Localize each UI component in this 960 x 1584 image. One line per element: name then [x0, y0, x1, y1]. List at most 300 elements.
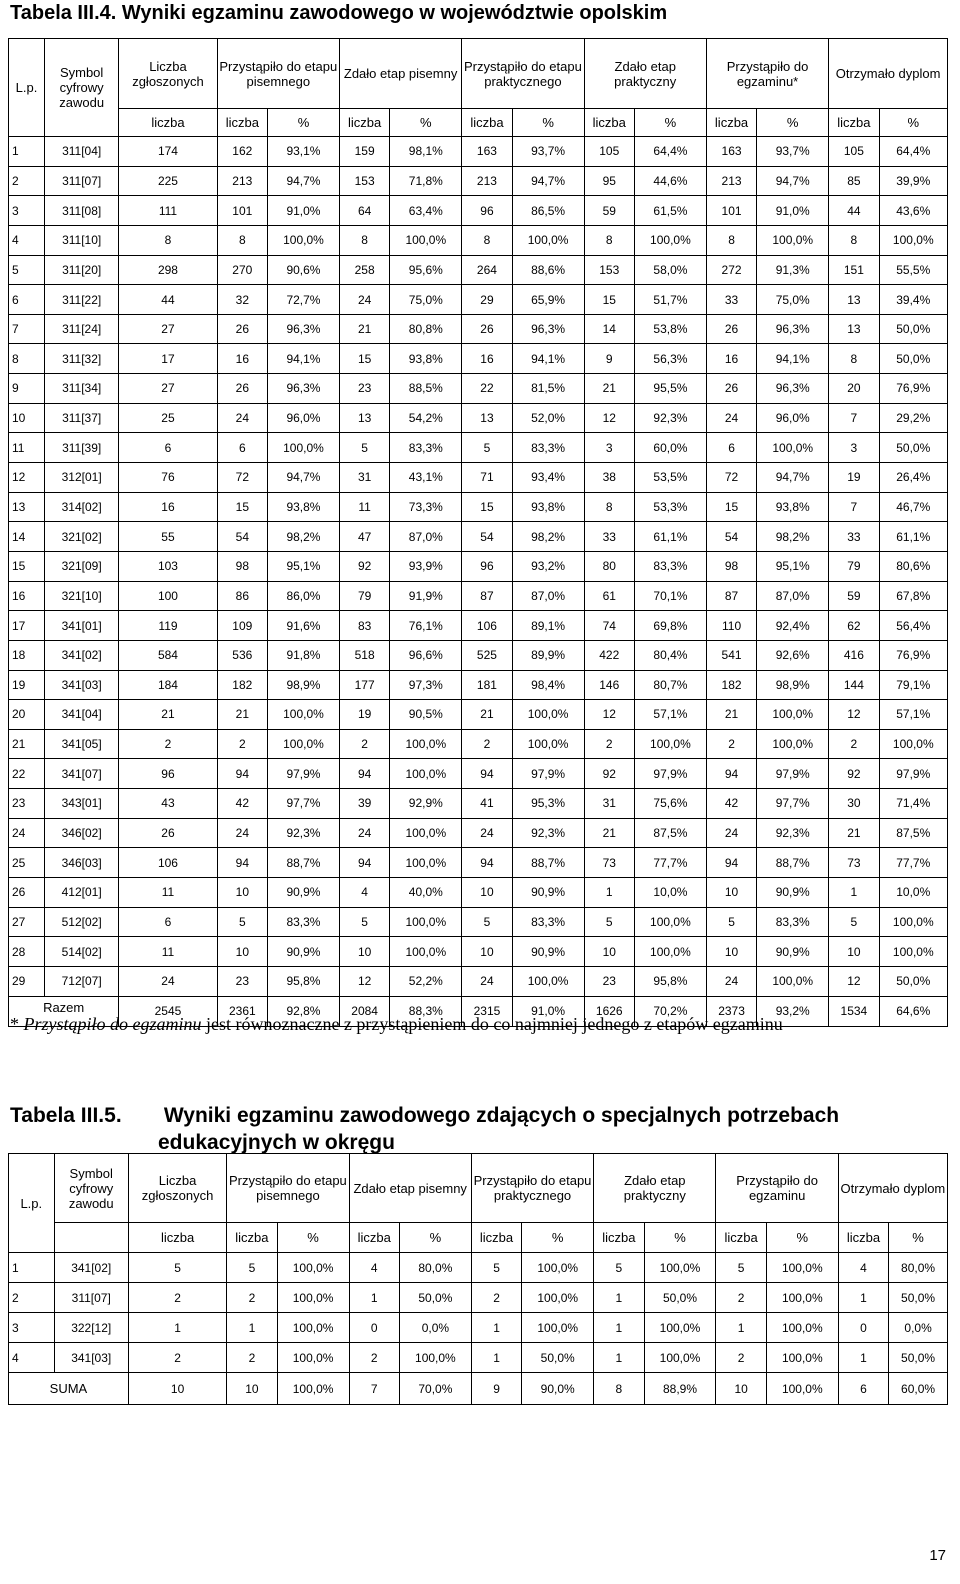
table-row: [9, 878, 948, 908]
profession-code: 341[03]: [44, 670, 118, 700]
data-cell: 4: [349, 1253, 399, 1283]
profession-code: 314[02]: [44, 492, 118, 522]
data-cell: 87,5%: [634, 818, 706, 848]
data-cell: 43,6%: [879, 196, 947, 226]
data-cell: 98,2%: [512, 522, 584, 552]
footnote-italic: Przystąpiło do egzaminu: [23, 1014, 202, 1034]
data-cell: 88,7%: [512, 848, 584, 878]
data-cell: 92: [829, 759, 879, 789]
data-cell: 10: [462, 878, 512, 908]
data-cell: 21: [584, 818, 634, 848]
data-cell: 97,9%: [512, 759, 584, 789]
data-cell: 100,0%: [644, 1313, 716, 1343]
total-cell: 88,3%: [390, 996, 462, 1026]
table-row: [9, 818, 948, 848]
data-cell: 60,0%: [634, 433, 706, 463]
data-cell: 87,0%: [390, 522, 462, 552]
data-cell: 13: [829, 285, 879, 315]
data-cell: 536: [217, 640, 267, 670]
data-cell: 153: [339, 166, 389, 196]
row-number: 7: [9, 314, 45, 344]
data-cell: 39,9%: [879, 166, 947, 196]
table-row: [9, 759, 948, 789]
total-label: Razem: [9, 996, 119, 1026]
data-cell: 100,0%: [522, 1313, 594, 1343]
subheader-cell: liczba: [584, 109, 634, 137]
subheader-cell: liczba: [829, 109, 879, 137]
data-cell: 0: [838, 1313, 888, 1343]
data-cell: 90,9%: [268, 878, 340, 908]
data-cell: 213: [706, 166, 756, 196]
data-cell: 97,9%: [757, 759, 829, 789]
data-cell: 90,9%: [512, 878, 584, 908]
data-cell: 92,4%: [757, 611, 829, 641]
row-number: 25: [9, 848, 45, 878]
data-cell: 5: [339, 433, 389, 463]
data-cell: 90,9%: [757, 878, 829, 908]
data-cell: 94: [462, 759, 512, 789]
data-cell: 1: [716, 1313, 766, 1343]
data-cell: 5: [716, 1253, 766, 1283]
data-cell: 59: [584, 196, 634, 226]
data-cell: 50,0%: [879, 966, 947, 996]
data-cell: 96,3%: [757, 374, 829, 404]
data-cell: 24: [119, 966, 217, 996]
data-cell: 100,0%: [757, 966, 829, 996]
table-row: [9, 344, 948, 374]
data-cell: 96: [119, 759, 217, 789]
profession-code: 311[24]: [44, 314, 118, 344]
data-cell: 93,7%: [757, 137, 829, 167]
data-cell: 53,8%: [634, 314, 706, 344]
data-cell: 105: [584, 137, 634, 167]
data-cell: 100,0%: [634, 907, 706, 937]
data-cell: 4: [838, 1253, 888, 1283]
table-row: [9, 225, 948, 255]
row-number: 19: [9, 670, 45, 700]
data-cell: 5: [594, 1253, 644, 1283]
data-cell: 12: [339, 966, 389, 996]
data-cell: 93,8%: [512, 492, 584, 522]
data-cell: 27: [119, 314, 217, 344]
page-number: 17: [929, 1547, 946, 1564]
row-number: 9: [9, 374, 45, 404]
data-cell: 97,9%: [634, 759, 706, 789]
header-przystapilo-praktyczny: Przystąpiło do etapu praktycznego: [471, 1154, 593, 1223]
data-cell: 100,0%: [390, 759, 462, 789]
profession-code: 341[01]: [44, 611, 118, 641]
data-cell: 1: [829, 878, 879, 908]
data-cell: 13: [462, 403, 512, 433]
header-przystapilo-praktyczny: Przystąpiło do etapu praktycznego: [462, 39, 584, 109]
row-number: 20: [9, 700, 45, 730]
data-cell: 95,5%: [634, 374, 706, 404]
total-cell: 100,0%: [277, 1373, 349, 1405]
data-cell: 10: [706, 878, 756, 908]
data-cell: 73: [829, 848, 879, 878]
data-cell: 95,1%: [757, 551, 829, 581]
data-cell: 80,0%: [399, 1253, 471, 1283]
data-cell: 100,0%: [766, 1253, 838, 1283]
data-cell: 174: [119, 137, 217, 167]
data-cell: 2: [227, 1343, 277, 1373]
data-cell: 2: [716, 1283, 766, 1313]
data-cell: 106: [462, 611, 512, 641]
data-cell: 100,0%: [390, 225, 462, 255]
row-number: 5: [9, 255, 45, 285]
profession-code: 514[02]: [44, 937, 118, 967]
data-cell: 24: [706, 966, 756, 996]
data-cell: 43: [119, 789, 217, 819]
total-cell: 91,0%: [512, 996, 584, 1026]
data-cell: 91,0%: [268, 196, 340, 226]
data-cell: 8: [119, 225, 217, 255]
row-number: 3: [9, 196, 45, 226]
data-cell: 33: [706, 285, 756, 315]
row-number: 27: [9, 907, 45, 937]
table-row: [9, 848, 948, 878]
data-cell: 87,0%: [757, 581, 829, 611]
table-row: [9, 196, 948, 226]
header-zgloszonych: Liczba zgłoszonych: [128, 1154, 226, 1223]
data-cell: 87: [462, 581, 512, 611]
data-cell: 162: [217, 137, 267, 167]
data-cell: 76,9%: [879, 374, 947, 404]
table-row: [9, 137, 948, 167]
data-cell: 6: [706, 433, 756, 463]
data-cell: 80,4%: [634, 640, 706, 670]
data-cell: 21: [706, 700, 756, 730]
data-cell: 9: [584, 344, 634, 374]
data-cell: 44: [119, 285, 217, 315]
data-cell: 100,0%: [512, 729, 584, 759]
data-cell: 50,0%: [889, 1283, 948, 1313]
data-cell: 100,0%: [757, 700, 829, 730]
table-row: [9, 611, 948, 641]
data-cell: 53,5%: [634, 463, 706, 493]
data-cell: 56,4%: [879, 611, 947, 641]
data-cell: 80,0%: [889, 1253, 948, 1283]
total-cell: 93,2%: [757, 996, 829, 1026]
data-cell: 13: [339, 403, 389, 433]
row-number: 21: [9, 729, 45, 759]
subheader-cell: %: [277, 1223, 349, 1253]
data-cell: 94: [706, 848, 756, 878]
data-cell: 6: [119, 907, 217, 937]
data-cell: 100,0%: [757, 225, 829, 255]
profession-code: 341[03]: [54, 1343, 128, 1373]
profession-code: 311[22]: [44, 285, 118, 315]
data-cell: 101: [217, 196, 267, 226]
data-cell: 5: [217, 907, 267, 937]
data-cell: 270: [217, 255, 267, 285]
data-cell: 56,3%: [634, 344, 706, 374]
subheader-cell: liczba: [716, 1223, 766, 1253]
header-zdalo-praktyczny: Zdało etap praktyczny: [594, 1154, 716, 1223]
data-cell: 94: [706, 759, 756, 789]
data-cell: 24: [706, 403, 756, 433]
data-cell: 33: [584, 522, 634, 552]
subheader-empty: [54, 1223, 128, 1253]
header-przystapilo-pisemny: Przystąpiło do etapu pisemnego: [217, 39, 339, 109]
data-cell: 98,2%: [757, 522, 829, 552]
profession-code: 321[09]: [44, 551, 118, 581]
data-cell: 21: [119, 700, 217, 730]
data-cell: 16: [706, 344, 756, 374]
data-cell: 151: [829, 255, 879, 285]
profession-code: 321[10]: [44, 581, 118, 611]
data-cell: 76: [119, 463, 217, 493]
data-cell: 8: [584, 492, 634, 522]
total-cell: 88,9%: [644, 1373, 716, 1405]
total-cell: 2084: [339, 996, 389, 1026]
data-cell: 96,0%: [268, 403, 340, 433]
data-cell: 26: [462, 314, 512, 344]
data-cell: 39: [339, 789, 389, 819]
data-cell: 98,9%: [757, 670, 829, 700]
data-cell: 19: [339, 700, 389, 730]
data-cell: 15: [584, 285, 634, 315]
data-cell: 8: [829, 225, 879, 255]
data-cell: 10: [217, 937, 267, 967]
data-cell: 109: [217, 611, 267, 641]
total-cell: 10: [227, 1373, 277, 1405]
table-row: [9, 907, 948, 937]
header-przystapilo-pisemny: Przystąpiło do etapu pisemnego: [227, 1154, 349, 1223]
data-cell: 103: [119, 551, 217, 581]
data-cell: 94,7%: [757, 166, 829, 196]
data-cell: 80,6%: [879, 551, 947, 581]
data-cell: 29,2%: [879, 403, 947, 433]
table-row: [9, 255, 948, 285]
table-row: [9, 522, 948, 552]
data-cell: 95,1%: [268, 551, 340, 581]
data-cell: 93,8%: [757, 492, 829, 522]
footnote-text: jest równoznaczne z przystąpieniem do co najmniej jednego z etapów egzaminu: [201, 1014, 783, 1034]
row-number: 28: [9, 937, 45, 967]
data-cell: 13: [829, 314, 879, 344]
data-cell: 24: [217, 818, 267, 848]
data-cell: 100,0%: [277, 1313, 349, 1343]
data-cell: 88,6%: [512, 255, 584, 285]
data-cell: 83,3%: [757, 907, 829, 937]
data-cell: 100,0%: [757, 729, 829, 759]
row-number: 12: [9, 463, 45, 493]
data-cell: 91,3%: [757, 255, 829, 285]
data-cell: 2: [217, 729, 267, 759]
data-cell: 177: [339, 670, 389, 700]
profession-code: 341[05]: [44, 729, 118, 759]
row-number: 14: [9, 522, 45, 552]
footnote: [10, 1014, 783, 1035]
data-cell: 71,4%: [879, 789, 947, 819]
data-cell: 83,3%: [390, 433, 462, 463]
data-cell: 92,3%: [268, 818, 340, 848]
data-cell: 64: [339, 196, 389, 226]
profession-code: 311[34]: [44, 374, 118, 404]
total-cell: 2315: [462, 996, 512, 1026]
data-cell: 95,8%: [268, 966, 340, 996]
data-cell: 26: [217, 314, 267, 344]
data-cell: 15: [462, 492, 512, 522]
profession-code: 312[01]: [44, 463, 118, 493]
data-cell: 91,6%: [268, 611, 340, 641]
data-cell: 50,0%: [399, 1283, 471, 1313]
data-cell: 100,0%: [522, 1283, 594, 1313]
data-cell: 0,0%: [889, 1313, 948, 1343]
data-cell: 8: [584, 225, 634, 255]
data-cell: 92,9%: [390, 789, 462, 819]
data-cell: 75,6%: [634, 789, 706, 819]
data-cell: 23: [339, 374, 389, 404]
data-cell: 98: [706, 551, 756, 581]
data-cell: 59: [829, 581, 879, 611]
profession-code: 321[02]: [44, 522, 118, 552]
data-cell: 2: [339, 729, 389, 759]
data-cell: 1: [594, 1343, 644, 1373]
data-cell: 72,7%: [268, 285, 340, 315]
data-cell: 10: [462, 937, 512, 967]
data-cell: 92: [584, 759, 634, 789]
data-cell: 5: [339, 907, 389, 937]
data-cell: 77,7%: [879, 848, 947, 878]
data-cell: 98,9%: [268, 670, 340, 700]
data-cell: 16: [462, 344, 512, 374]
data-cell: 11: [119, 937, 217, 967]
data-cell: 90,5%: [390, 700, 462, 730]
data-cell: 64,4%: [879, 137, 947, 167]
data-cell: 61: [584, 581, 634, 611]
data-cell: 83,3%: [512, 907, 584, 937]
table1-title: Tabela III.4. Wyniki egzaminu zawodowego w województwie opolskim: [10, 2, 668, 24]
data-cell: 96: [462, 551, 512, 581]
data-cell: 10: [829, 937, 879, 967]
data-cell: 225: [119, 166, 217, 196]
data-cell: 100,0%: [268, 433, 340, 463]
data-cell: 110: [706, 611, 756, 641]
data-cell: 10,0%: [879, 878, 947, 908]
data-cell: 94: [217, 848, 267, 878]
row-number: 4: [9, 1343, 55, 1373]
total-cell: 2373: [706, 996, 756, 1026]
subheader-cell: %: [634, 109, 706, 137]
data-cell: 62: [829, 611, 879, 641]
data-cell: 83,3%: [634, 551, 706, 581]
data-cell: 97,9%: [268, 759, 340, 789]
data-cell: 58,0%: [634, 255, 706, 285]
data-cell: 75,0%: [390, 285, 462, 315]
header-zdalo-pisemny: Zdało etap pisemny: [339, 39, 461, 109]
total-cell: 6: [838, 1373, 888, 1405]
total-cell: 100,0%: [766, 1373, 838, 1405]
data-cell: 93,7%: [512, 137, 584, 167]
data-cell: 64,4%: [634, 137, 706, 167]
data-cell: 92,3%: [757, 818, 829, 848]
data-cell: 5: [462, 907, 512, 937]
table2-title-label: Tabela III.5.: [10, 1104, 122, 1127]
data-cell: 153: [584, 255, 634, 285]
row-number: 1: [9, 1253, 55, 1283]
data-cell: 54: [706, 522, 756, 552]
data-cell: 10: [339, 937, 389, 967]
data-cell: 100,0%: [399, 1343, 471, 1373]
subheader-cell: liczba: [462, 109, 512, 137]
data-cell: 73,3%: [390, 492, 462, 522]
data-cell: 83,3%: [268, 907, 340, 937]
data-cell: 100,0%: [522, 1253, 594, 1283]
data-cell: 72: [217, 463, 267, 493]
data-cell: 76,9%: [879, 640, 947, 670]
data-cell: 63,4%: [390, 196, 462, 226]
footnote-star: *: [10, 1014, 24, 1034]
subheader-cell: liczba: [594, 1223, 644, 1253]
data-cell: 2: [829, 729, 879, 759]
data-cell: 518: [339, 640, 389, 670]
profession-code: 343[01]: [44, 789, 118, 819]
subheader-cell: liczba: [128, 1223, 226, 1253]
data-cell: 12: [584, 700, 634, 730]
data-cell: 98,2%: [268, 522, 340, 552]
row-number: 3: [9, 1313, 55, 1343]
data-cell: 23: [217, 966, 267, 996]
data-cell: 98: [217, 551, 267, 581]
total-cell: 9: [471, 1373, 521, 1405]
data-cell: 95,3%: [512, 789, 584, 819]
subheader-cell: liczba: [706, 109, 756, 137]
data-cell: 4: [339, 878, 389, 908]
data-cell: 61,1%: [879, 522, 947, 552]
data-cell: 29: [462, 285, 512, 315]
data-cell: 71,8%: [390, 166, 462, 196]
data-cell: 1: [594, 1283, 644, 1313]
table-row: [9, 374, 948, 404]
row-number: 26: [9, 878, 45, 908]
data-cell: 54: [462, 522, 512, 552]
row-number: 17: [9, 611, 45, 641]
data-cell: 159: [339, 137, 389, 167]
data-cell: 163: [706, 137, 756, 167]
data-cell: 8: [706, 225, 756, 255]
profession-code: 311[39]: [44, 433, 118, 463]
total-cell: 7: [349, 1373, 399, 1405]
data-cell: 2: [128, 1283, 226, 1313]
profession-code: 311[10]: [44, 225, 118, 255]
data-cell: 40,0%: [390, 878, 462, 908]
row-number: 8: [9, 344, 45, 374]
data-cell: 6: [217, 433, 267, 463]
data-cell: 100,0%: [390, 907, 462, 937]
data-cell: 86,0%: [268, 581, 340, 611]
data-cell: 50,0%: [889, 1343, 948, 1373]
data-cell: 26: [119, 818, 217, 848]
data-cell: 2: [706, 729, 756, 759]
data-cell: 94: [339, 759, 389, 789]
data-cell: 26: [706, 374, 756, 404]
data-cell: 2: [119, 729, 217, 759]
profession-code: 341[02]: [44, 640, 118, 670]
data-cell: 55,5%: [879, 255, 947, 285]
data-cell: 79,1%: [879, 670, 947, 700]
data-cell: 298: [119, 255, 217, 285]
row-number: 6: [9, 285, 45, 315]
data-cell: 93,9%: [390, 551, 462, 581]
data-cell: 146: [584, 670, 634, 700]
data-cell: 94,1%: [268, 344, 340, 374]
header-lp: L.p.: [9, 39, 45, 137]
data-cell: 87,5%: [879, 818, 947, 848]
data-cell: 264: [462, 255, 512, 285]
header-przystapilo-egzamin: Przystąpiło do egzaminu: [716, 1154, 838, 1223]
